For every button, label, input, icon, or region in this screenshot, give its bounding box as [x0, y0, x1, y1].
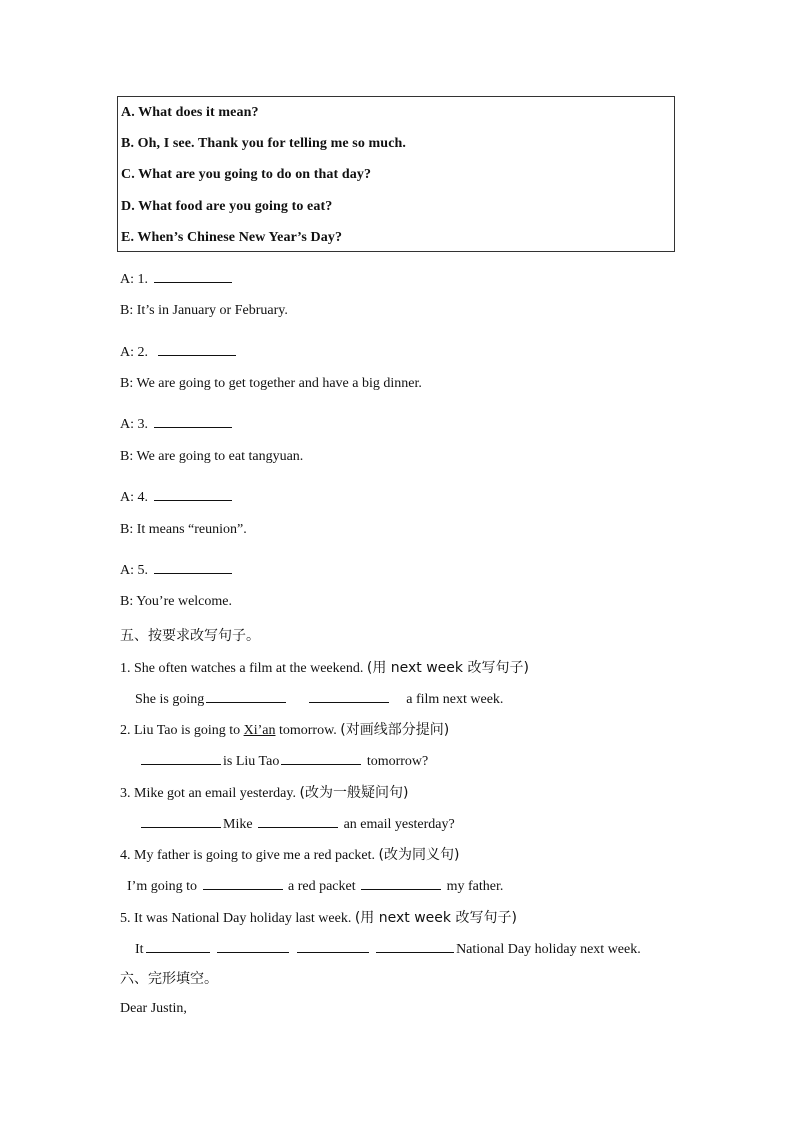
dialogue-text: A: 4. [120, 490, 148, 505]
dialogue-line-3 [120, 341, 238, 361]
answer-blank[interactable] [154, 413, 232, 428]
q1-answer-text: She is going [135, 692, 205, 707]
q3-answer-line [139, 813, 455, 833]
answer-blank[interactable] [376, 938, 454, 953]
dialogue-line-6: B: We are going to eat tangyuan. [120, 449, 304, 464]
answer-blank[interactable] [154, 268, 232, 283]
q2-sentence [120, 719, 449, 739]
q2-instruction: (对画线部分提问) [340, 722, 450, 738]
q5-instruction: (用 next week 改写句子) [354, 910, 517, 926]
q1-instruction: (用 next week 改写句子) [366, 660, 529, 676]
dialogue-text: A: 5. [120, 563, 148, 578]
option-b: B. Oh, I see. Thank you for telling me so much. [121, 136, 406, 151]
section-6-heading: 六、完形填空。 [120, 971, 218, 987]
dialogue-line-1 [120, 268, 234, 288]
q5-answer-text: National Day holiday next week. [456, 942, 641, 957]
dialogue-text: A: 2. [120, 345, 148, 360]
q1-answer-text: a film next week. [406, 692, 504, 707]
q2-answer-text: tomorrow? [366, 754, 429, 769]
q5-answer-text: It [135, 942, 144, 957]
answer-blank[interactable] [146, 938, 210, 953]
q4-answer-text: a red packet [288, 879, 356, 894]
answer-blank[interactable] [217, 938, 289, 953]
dialogue-line-4: B: We are going to get together and have a big dinner. [120, 376, 422, 391]
q2-text: 2. Liu Tao is going to [120, 723, 241, 738]
q5-sentence [120, 907, 517, 927]
option-a: A. What does it mean? [121, 105, 259, 120]
q4-text: 4. My father is going to give me a red packet. [120, 848, 376, 863]
answer-blank[interactable] [203, 875, 283, 890]
section-5-heading: 五、按要求改写句子。 [120, 628, 260, 644]
q5-answer-line [135, 938, 641, 958]
q4-answer-text: I’m going to [127, 879, 197, 894]
option-c: C. What are you going to do on that day? [121, 167, 372, 182]
dialogue-line-9 [120, 559, 234, 579]
answer-blank[interactable] [281, 750, 361, 765]
q1-answer-line [135, 688, 503, 708]
answer-blank[interactable] [206, 688, 286, 703]
answer-blank[interactable] [297, 938, 369, 953]
q1-sentence [120, 657, 529, 677]
answer-blank[interactable] [154, 559, 232, 574]
options-box [117, 96, 675, 252]
q4-answer-line [127, 875, 503, 895]
q2-answer-text: is Liu Tao [223, 754, 280, 769]
q2-underlined-word: Xi’an [243, 723, 276, 738]
option-d: D. What food are you going to eat? [121, 199, 333, 214]
dialogue-line-8: B: It means “reunion”. [120, 522, 247, 537]
letter-greeting: Dear Justin, [120, 1001, 187, 1016]
answer-blank[interactable] [141, 750, 221, 765]
q1-text: 1. She often watches a film at the weekend. [120, 661, 364, 676]
q2-answer-line [139, 750, 428, 770]
dialogue-line-10: B: You’re welcome. [120, 594, 232, 609]
dialogue-line-2: B: It’s in January or February. [120, 303, 288, 318]
answer-blank[interactable] [154, 486, 232, 501]
q4-answer-text: my father. [446, 879, 504, 894]
dialogue-text: A: 1. [120, 272, 148, 287]
q3-sentence [120, 782, 408, 802]
answer-blank[interactable] [158, 341, 236, 356]
q3-answer-text: an email yesterday? [343, 817, 455, 832]
dialogue-text: A: 3. [120, 417, 148, 432]
answer-blank[interactable] [309, 688, 389, 703]
answer-blank[interactable] [361, 875, 441, 890]
option-e: E. When’s Chinese New Year’s Day? [121, 230, 343, 245]
dialogue-line-5 [120, 413, 234, 433]
answer-blank[interactable] [141, 813, 221, 828]
answer-blank[interactable] [258, 813, 338, 828]
dialogue-line-7 [120, 486, 234, 506]
q5-text: 5. It was National Day holiday last week. [120, 911, 352, 926]
q3-instruction: (改为一般疑问句) [299, 785, 409, 801]
q3-answer-text: Mike [223, 817, 253, 832]
q4-sentence [120, 844, 459, 864]
q3-text: 3. Mike got an email yesterday. [120, 786, 296, 801]
q4-instruction: (改为同义句) [378, 847, 460, 863]
q2-text: tomorrow. [278, 723, 337, 738]
